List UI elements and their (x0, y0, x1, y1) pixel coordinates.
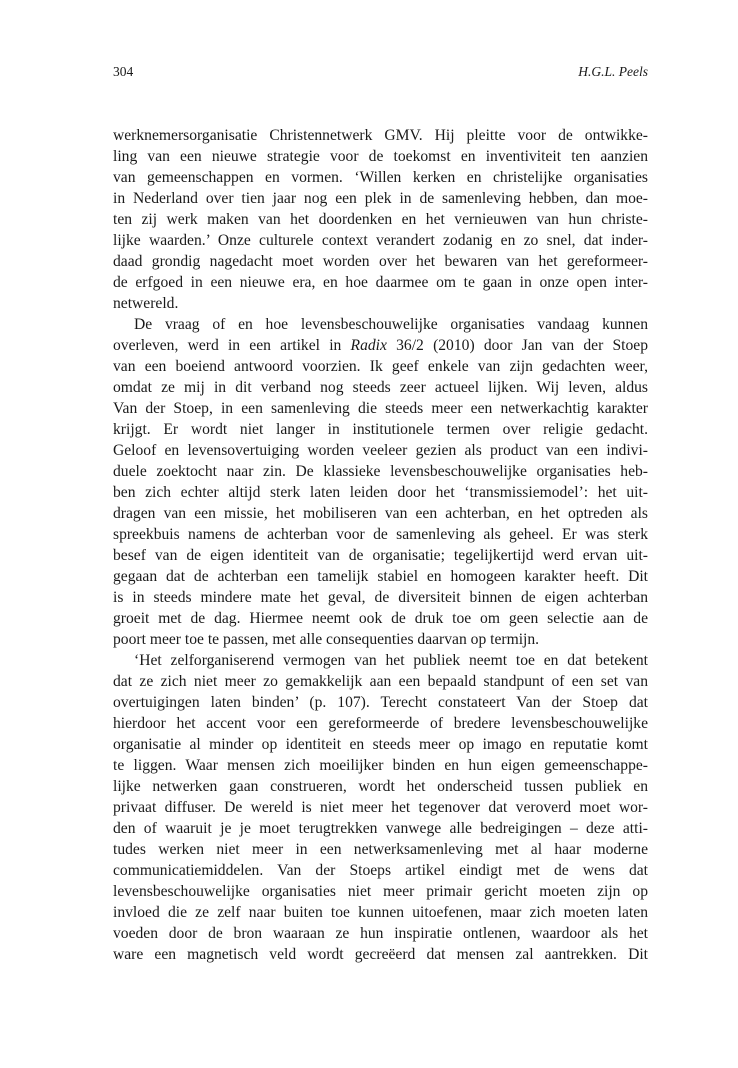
text-line: van gemeenschappen en vormen. ‘Willen kerken en christelijke organisaties (113, 169, 648, 186)
text-line: groeit met de dag. Hiermee neemt ook de druk toe om geen selectie aan de (113, 610, 648, 627)
text-line: levensbeschouwelijke organisaties niet meer primair gericht moeten zijn op (113, 883, 648, 900)
text-run: overleven, werd in een artikel in (113, 337, 351, 354)
text-line: Geloof en levensovertuiging worden veeleer gezien als product van een indivi- (113, 442, 648, 459)
text-line: is in steeds mindere mate het geval, de diversiteit binnen de eigen achterban (113, 589, 648, 606)
paragraph-3 (113, 650, 648, 965)
text-line: van een boeiend antwoord voorzien. Ik geef enkele van zijn gedachten weer, (113, 358, 648, 375)
text-line: den of waaruit je je moet terugtrekken vanwege alle bedreigingen – deze atti- (113, 820, 648, 837)
text-line: ling van een nieuwe strategie voor de toekomst en inventiviteit ten aanzien (113, 148, 648, 165)
text-line: voeden door de bron waaraan ze hun inspiratie ontlenen, waardoor als het (113, 925, 648, 942)
body-text (113, 125, 648, 965)
text-line: spreekbuis namens de achterban voor de samenleving als geheel. Er was sterk (113, 526, 648, 543)
text-line: werknemersorganisatie Christennetwerk GMV. Hij pleitte voor de ontwikke- (113, 127, 648, 144)
text-line: ‘Het zelforganiserend vermogen van het publiek neemt toe en dat betekent (134, 652, 648, 669)
text-line: De vraag of en hoe levensbeschouwelijke organisaties vandaag kunnen (134, 316, 648, 333)
text-line: te liggen. Waar mensen zich moeilijker binden en hun eigen gemeenschappe- (113, 757, 648, 774)
text-line: ten zij werk maken van het doordenken en het vernieuwen van hun christe- (113, 211, 648, 228)
text-line: in Nederland over tien jaar nog een plek in de samenleving hebben, dan moe- (113, 190, 648, 207)
paragraph-2 (113, 314, 648, 650)
text-line: lijke waarden.’ Onze culturele context verandert zodanig en zo snel, dat inder- (113, 232, 648, 249)
text-line: organisatie al minder op identiteit en steeds meer op imago en reputatie komt (113, 736, 648, 753)
text-line: dragen van een missie, het mobiliseren van een achterban, en het optreden als (113, 505, 648, 522)
text-line: gegaan dat de achterban een tamelijk stabiel en homogeen karakter heeft. Dit (113, 568, 648, 585)
text-line: ben zich echter altijd sterk laten leiden door het ‘transmissiemodel’: het uit- (113, 484, 648, 501)
text-line: daad grondig nagedacht moet worden over het bewaren van het gereformeer- (113, 253, 648, 270)
running-head-author: H.G.L. Peels (578, 64, 648, 79)
text-line: netwereld. (113, 295, 179, 312)
text-line: overtuigingen laten binden’ (p. 107). Terecht constateert Van der Stoep dat (113, 694, 648, 711)
text-line: hierdoor het accent voor een gereformeerde of bredere levensbeschouwelijke (113, 715, 648, 732)
text-line: ware een magnetisch veld wordt gecreëerd dat mensen zal aantrekken. Dit (113, 946, 648, 963)
text-line: poort meer toe te passen, met alle consequenties daarvan op termijn. (113, 631, 540, 648)
page-number: 304 (113, 64, 134, 79)
text-line: krijgt. Er wordt niet langer in institutionele termen over religie gedacht. (113, 421, 648, 438)
running-head (113, 64, 648, 82)
text-line: besef van de eigen identiteit van de organisatie; tegelijkertijd werd ervan uit- (113, 547, 648, 564)
text-line: invloed die ze zelf naar buiten toe kunnen uitoefenen, maar zich moeten laten (113, 904, 648, 921)
text-line: privaat diffuser. De wereld is niet meer het tegenover dat veroverd moet wor- (113, 799, 648, 816)
text-line: dat ze zich niet meer zo gemakkelijk aan een bepaald standpunt of een set van (113, 673, 648, 690)
journal-title: Radix (350, 337, 387, 354)
text-line: de erfgoed in een nieuwe era, en hoe daarmee om te gaan in onze open inter- (113, 274, 648, 291)
text-line: omdat ze mij in dit verband nog steeds zeer actueel lijken. Wij leven, aldus (113, 379, 648, 396)
paragraph-1 (113, 125, 648, 314)
text-line (113, 335, 648, 356)
text-run: 36/2 (2010) door Jan van der Stoep (386, 337, 649, 354)
text-line: Van der Stoep, in een samenleving die steeds meer een netwerkachtig karakter (113, 400, 648, 417)
text-line: tudes werken niet meer in een netwerksamenleving met al haar moderne (113, 841, 648, 858)
text-line: duele zoektocht naar zin. De klassieke levensbeschouwelijke organisaties heb- (113, 463, 648, 480)
text-line: lijke netwerken gaan construeren, wordt het onderscheid tussen publiek en (113, 778, 648, 795)
text-line: communicatiemiddelen. Van der Stoeps artikel eindigt met de wens dat (113, 862, 648, 879)
